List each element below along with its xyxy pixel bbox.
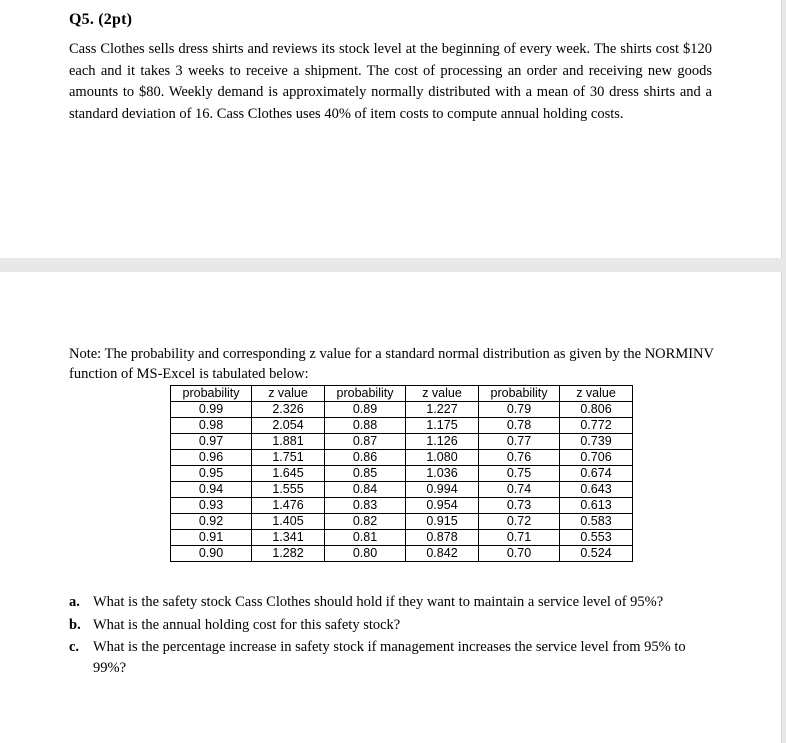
probability-cell: 0.75 xyxy=(479,466,560,482)
probability-cell: 0.91 xyxy=(171,530,252,546)
table-row xyxy=(171,482,633,498)
table-row xyxy=(171,450,633,466)
item-label: b. xyxy=(69,616,81,633)
table-row xyxy=(171,434,633,450)
col-header-probability: probability xyxy=(325,386,406,402)
z-value-cell: 0.806 xyxy=(560,402,633,418)
question-item-b xyxy=(69,615,709,636)
probability-cell: 0.74 xyxy=(479,482,560,498)
probability-cell: 0.86 xyxy=(325,450,406,466)
question-item-c xyxy=(69,637,709,678)
table-row xyxy=(171,514,633,530)
probability-cell: 0.84 xyxy=(325,482,406,498)
probability-cell: 0.96 xyxy=(171,450,252,466)
question-paragraph: Cass Clothes sells dress shirts and reviews its stock level at the beginning of every week. The shirts cost $120 each and it takes 3 weeks to receive a shipment. The cost of processing an order and receiving new goods amounts to $80. Weekly demand is approximately normally distributed with a mean of 30 dress shirts and a standard deviation of 16. Cass Clothes uses 40% of item costs to compute annual holding costs. xyxy=(69,41,712,122)
z-value-cell: 1.175 xyxy=(406,418,479,434)
z-value-cell: 1.282 xyxy=(252,546,325,562)
z-value-cell: 1.881 xyxy=(252,434,325,450)
z-value-cell: 0.553 xyxy=(560,530,633,546)
item-text: What is the annual holding cost for this safety stock? xyxy=(93,616,401,633)
item-label: a. xyxy=(69,594,80,610)
z-table-header xyxy=(171,386,633,402)
probability-cell: 0.92 xyxy=(171,514,252,530)
z-value-cell: 0.878 xyxy=(406,530,479,546)
z-value-cell: 0.994 xyxy=(406,482,479,498)
z-value-cell: 0.613 xyxy=(560,498,633,514)
table-row xyxy=(171,466,633,482)
probability-cell: 0.73 xyxy=(479,498,560,514)
z-value-cell: 1.645 xyxy=(252,466,325,482)
z-value-table xyxy=(170,385,633,562)
probability-cell: 0.72 xyxy=(479,514,560,530)
z-value-cell: 0.915 xyxy=(406,514,479,530)
z-value-cell: 0.842 xyxy=(406,546,479,562)
probability-cell: 0.93 xyxy=(171,498,252,514)
probability-cell: 0.82 xyxy=(325,514,406,530)
question-card xyxy=(0,0,782,258)
probability-cell: 0.80 xyxy=(325,546,406,562)
question-items xyxy=(69,592,709,680)
z-value-cell: 1.341 xyxy=(252,530,325,546)
z-value-cell: 0.674 xyxy=(560,466,633,482)
probability-cell: 0.78 xyxy=(479,418,560,434)
probability-cell: 0.99 xyxy=(171,402,252,418)
probability-cell: 0.89 xyxy=(325,402,406,418)
probability-cell: 0.77 xyxy=(479,434,560,450)
col-header-probability: probability xyxy=(479,386,560,402)
probability-cell: 0.83 xyxy=(325,498,406,514)
table-row xyxy=(171,530,633,546)
z-value-cell: 0.772 xyxy=(560,418,633,434)
z-value-cell: 0.954 xyxy=(406,498,479,514)
z-value-cell: 1.036 xyxy=(406,466,479,482)
z-value-cell: 1.227 xyxy=(406,402,479,418)
table-row xyxy=(171,402,633,418)
probability-cell: 0.79 xyxy=(479,402,560,418)
probability-cell: 0.76 xyxy=(479,450,560,466)
probability-cell: 0.85 xyxy=(325,466,406,482)
z-value-cell: 2.054 xyxy=(252,418,325,434)
z-value-cell: 0.706 xyxy=(560,450,633,466)
col-header-z-value: z value xyxy=(560,386,633,402)
probability-cell: 0.98 xyxy=(171,418,252,434)
table-row xyxy=(171,498,633,514)
note-card xyxy=(0,272,782,743)
probability-cell: 0.95 xyxy=(171,466,252,482)
z-value-cell: 0.643 xyxy=(560,482,633,498)
z-value-cell: 1.751 xyxy=(252,450,325,466)
table-row xyxy=(171,546,633,562)
z-value-cell: 0.583 xyxy=(560,514,633,530)
item-text: What is the percentage increase in safety stock if management increases the service level from 95% to 99%? xyxy=(93,639,686,676)
z-table-body xyxy=(171,402,633,562)
probability-cell: 0.90 xyxy=(171,546,252,562)
z-value-cell: 1.476 xyxy=(252,498,325,514)
col-header-z-value: z value xyxy=(252,386,325,402)
z-value-cell: 1.405 xyxy=(252,514,325,530)
question-item-a xyxy=(69,592,709,613)
question-title: Q5. (2pt) xyxy=(69,11,133,28)
probability-cell: 0.94 xyxy=(171,482,252,498)
item-label: c. xyxy=(69,639,80,655)
probability-cell: 0.71 xyxy=(479,530,560,546)
probability-cell: 0.88 xyxy=(325,418,406,434)
z-value-cell: 0.739 xyxy=(560,434,633,450)
z-table-header-row xyxy=(171,386,633,402)
col-header-probability: probability xyxy=(171,386,252,402)
probability-cell: 0.70 xyxy=(479,546,560,562)
table-row xyxy=(171,418,633,434)
col-header-z-value: z value xyxy=(406,386,479,402)
z-value-cell: 2.326 xyxy=(252,402,325,418)
probability-cell: 0.97 xyxy=(171,434,252,450)
z-value-cell: 0.524 xyxy=(560,546,633,562)
z-value-cell: 1.126 xyxy=(406,434,479,450)
z-value-cell: 1.080 xyxy=(406,450,479,466)
probability-cell: 0.81 xyxy=(325,530,406,546)
item-text: What is the safety stock Cass Clothes should hold if they want to maintain a service level of 95%? xyxy=(93,594,664,610)
z-value-cell: 1.555 xyxy=(252,482,325,498)
note-text: Note: The probability and corresponding z value for a standard normal distribution as given by the NORMINV function of MS-Excel is tabulated below: xyxy=(69,346,714,382)
probability-cell: 0.87 xyxy=(325,434,406,450)
